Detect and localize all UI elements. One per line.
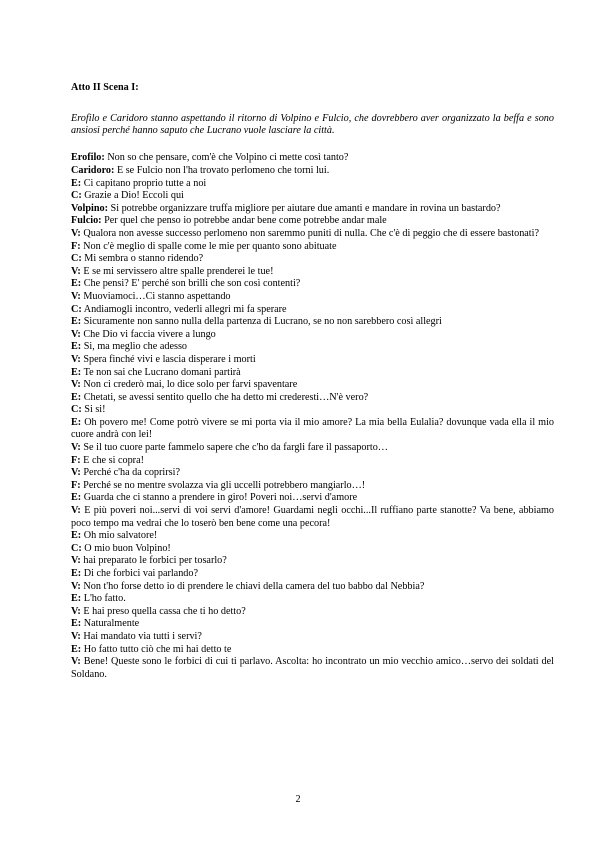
dialogue-line	[71, 656, 554, 681]
speaker-name: E:	[71, 278, 82, 290]
dialogue-line	[71, 329, 554, 342]
dialogue-line	[71, 480, 554, 493]
line-text: Di che forbici vai parlando?	[83, 568, 199, 579]
line-text: E se mi servissero altre spalle prenderei le tue!	[83, 265, 274, 277]
dialogue-line	[71, 543, 554, 556]
dialogue-line	[71, 581, 554, 594]
speaker-name: V:	[71, 227, 81, 239]
scene-heading: Atto II Scena I:	[71, 82, 139, 93]
speaker-name: C:	[71, 253, 82, 265]
line-text: Muoviamoci…Ci stanno aspettando	[83, 290, 231, 302]
dialogue-line	[71, 392, 554, 405]
line-text: Non c'è meglio di spalle come le mie per quanto sono abituate	[83, 240, 337, 252]
speaker-name: V:	[71, 630, 81, 642]
speaker-name: Caridoro:	[71, 165, 115, 176]
speaker-name: E:	[71, 177, 82, 189]
speaker-name: E:	[71, 391, 82, 403]
dialogue-line	[71, 354, 554, 367]
line-text: E hai preso quella cassa che ti ho detto?	[83, 605, 246, 617]
line-text: Oh povero me! Come potrò vivere se mi porta via il mio amore? La mia bella Eulalia? dovunque vada ella il mio cuore andrà con lei!	[71, 416, 555, 441]
dialogue-line	[71, 467, 554, 480]
speaker-name: F:	[71, 479, 81, 491]
document-body	[71, 82, 554, 681]
dialogue-line	[71, 341, 554, 354]
dialogue-line	[71, 593, 554, 606]
speaker-name: V:	[71, 353, 81, 365]
line-text: Si si!	[84, 404, 106, 416]
line-text: O mio buon Volpino!	[84, 542, 171, 554]
line-text: Hai mandato via tutti i servi?	[83, 630, 202, 642]
dialogue-line	[71, 228, 554, 241]
line-text: Sicuramente non sanno nulla della partenza di Lucrano, se no non sarebbero così allegri	[83, 316, 442, 328]
speaker-name: E:	[71, 492, 82, 504]
speaker-name: E:	[71, 416, 82, 428]
dialogue-line	[71, 266, 554, 279]
speaker-name: V:	[71, 265, 81, 277]
dialogue-line	[71, 178, 554, 191]
line-text: L'ho fatto.	[83, 593, 126, 605]
line-text: Non ci crederò mai, lo dice solo per farvi spaventare	[83, 379, 298, 391]
line-text: Bene! Queste sono le forbici di cui ti parlavo. Ascolta: ho incontrato un mio vecchio amico…servo dei soldati del Soldano.	[71, 656, 554, 680]
dialogue-line	[71, 278, 554, 291]
dialogue-line	[71, 505, 554, 530]
speaker-name: Volpino:	[71, 202, 108, 214]
speaker-name: C:	[71, 303, 82, 315]
speaker-name: V:	[71, 442, 81, 454]
line-text: Ho fatto tutto ciò che mi hai detto te	[83, 643, 232, 655]
scene-introduction: Erofilo e Caridoro stanno aspettando il ritorno di Volpino e Fulcio, che dovrebbero aver organizzato la beffa e sono ansiosi perché hanno saputo che Lucrano vuole lasciare la città.	[71, 112, 554, 136]
dialogue-line	[71, 165, 554, 178]
dialogue-line	[71, 190, 554, 203]
speaker-name: V:	[71, 505, 81, 517]
speaker-name: V:	[71, 379, 81, 391]
line-text: Te non sai che Lucrano domani partirà	[83, 366, 241, 378]
dialogue-line	[71, 455, 554, 468]
speaker-name: E:	[71, 530, 82, 542]
dialogue-line	[71, 631, 554, 644]
line-text: Che Dio vi faccia vivere a lungo	[83, 328, 216, 340]
line-text: Perché se no mentre svolazza via gli uccelli potrebbero mangiarlo…!	[83, 479, 366, 491]
line-text: Andiamogli incontro, vederli allegri mi fa sperare	[83, 303, 287, 315]
speaker-name: V:	[71, 580, 81, 592]
line-text: Non t'ho forse detto io di prendere le chiavi della camera del tuo babbo dal Nebbia?	[83, 580, 425, 592]
dialogue-line	[71, 253, 554, 266]
line-text: Non so che pensare, com'è che Volpino ci mette così tanto?	[107, 152, 349, 164]
speaker-name: C:	[71, 190, 82, 202]
dialogue-line	[71, 606, 554, 619]
dialogue-line	[71, 404, 554, 417]
line-text: Che pensi? E' perché son brilli che son così contenti?	[83, 278, 301, 290]
line-text: Guarda che ci stanno a prendere in giro! Poveri noi…servi d'amore	[83, 492, 358, 504]
dialogue-line	[71, 379, 554, 392]
dialogue	[71, 152, 554, 681]
line-text: Grazie a Dio! Eccoli qui	[84, 190, 184, 202]
line-text: Naturalmente	[83, 618, 140, 630]
speaker-name: V:	[71, 605, 81, 617]
speaker-name: E:	[71, 568, 82, 579]
speaker-name: E:	[71, 316, 82, 328]
dialogue-line	[71, 203, 554, 216]
dialogue-line	[71, 530, 554, 543]
dialogue-line	[71, 417, 554, 442]
dialogue-line	[71, 215, 554, 228]
line-text: E che si copra!	[83, 454, 144, 466]
line-text: Oh mio salvatore!	[83, 530, 158, 542]
speaker-name: E:	[71, 643, 82, 655]
line-text: Perché c'ha da coprirsi?	[83, 467, 180, 479]
line-text: Spera finché vivi e lascia disperare i morti	[83, 353, 256, 365]
line-text: Se il tuo cuore parte fammelo sapere che c'ho da fargli fare il passaporto…	[83, 442, 388, 454]
speaker-name: Fulcio:	[71, 215, 102, 227]
line-text: E se Fulcio non l'ha trovato perlomeno che torni lui.	[116, 165, 330, 176]
speaker-name: F:	[71, 454, 81, 466]
dialogue-line	[71, 304, 554, 317]
dialogue-line	[71, 644, 554, 657]
speaker-name: V:	[71, 555, 81, 567]
page-number: 2	[295, 794, 301, 805]
dialogue-line	[71, 568, 554, 581]
speaker-name: E:	[71, 593, 82, 605]
dialogue-line	[71, 555, 554, 568]
speaker-name: V:	[71, 467, 81, 479]
speaker-name: E:	[71, 341, 82, 353]
speaker-name: Erofilo:	[71, 152, 105, 164]
line-text: Mi sembra o stanno ridendo?	[84, 253, 204, 265]
speaker-name: C:	[71, 404, 82, 416]
line-text: Chetati, se avessi sentito quello che ha detto mi crederesti…N'è vero?	[83, 391, 369, 403]
speaker-name: V:	[71, 290, 81, 302]
dialogue-line	[71, 291, 554, 304]
dialogue-line	[71, 316, 554, 329]
line-text: Qualora non avesse successo perlomeno non saremmo puniti di nulla. Che c'è di peggio che di essere bastonati?	[83, 227, 539, 239]
speaker-name: V:	[71, 656, 81, 668]
line-text: Si, ma meglio che adesso	[83, 341, 188, 353]
dialogue-line	[71, 618, 554, 631]
line-text: Per quel che penso io potrebbe andar bene come potrebbe andar male	[104, 215, 387, 227]
speaker-name: V:	[71, 328, 81, 340]
dialogue-line	[71, 152, 554, 165]
line-text: hai preparato le forbici per tosarlo?	[83, 555, 227, 567]
speaker-name: E:	[71, 366, 82, 378]
dialogue-line	[71, 442, 554, 455]
speaker-name: E:	[71, 618, 82, 630]
speaker-name: F:	[71, 240, 81, 252]
dialogue-line	[71, 492, 554, 505]
speaker-name: C:	[71, 542, 82, 554]
dialogue-line	[71, 241, 554, 254]
line-text: E più poveri noi...servi di voi servi d'amore! Guardami negli occhi...Il ruffiano parte stanotte? Va bene, abbiamo poco tempo ma vedrai che lo toserò ben bene come una pecora!	[71, 505, 554, 529]
line-text: Si potrebbe organizzare truffa migliore per aiutare due amanti e mandare in rovina un bastardo?	[110, 202, 501, 214]
dialogue-line	[71, 367, 554, 380]
line-text: Ci capitano proprio tutte a noi	[83, 177, 207, 189]
